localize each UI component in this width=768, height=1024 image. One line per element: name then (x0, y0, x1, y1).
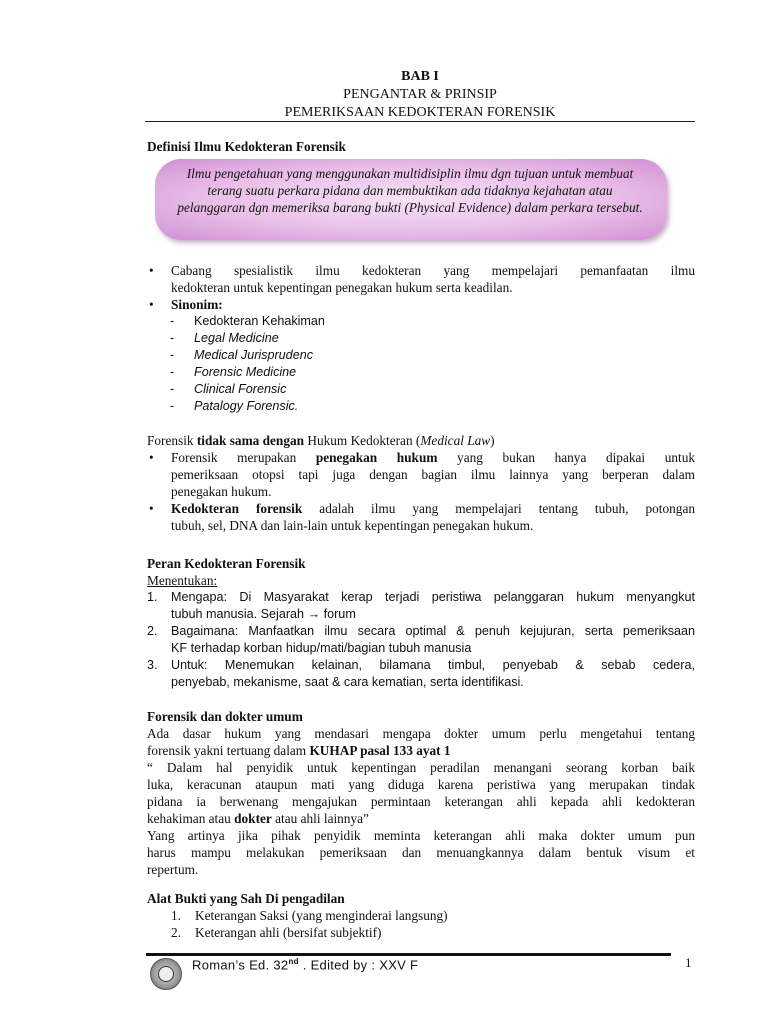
sinonim-text: Forensic Medicine (194, 365, 297, 379)
alat-bukti-section (147, 890, 695, 941)
section-heading-peran: Peran Kedokteran Forensik (147, 556, 306, 571)
numbered-item: 2. Bagaimana: Manfaatkan ilmu secara optimal & penuh kejujuran, serta pemeriksaan KF terhadap korban hidup/mati/bagian tubuh manusia (147, 624, 695, 655)
chapter-number: BAB I (401, 69, 439, 84)
list-item: • Forensik merupakan penegakan hukum yang bukan hanya dipakai untuk pemeriksaan otopsi tapi juga dengan bagian ilmu lainnya yang berperan dalam penegakan hukum. (149, 450, 696, 499)
bullet-icon: • (149, 450, 154, 465)
peran-section (147, 555, 695, 691)
footer-text: Roman’s Ed. 32nd . Edited by : XXV F (192, 957, 419, 973)
chapter-heading: PEMERIKSAAN KEDOKTERAN FORENSIK (284, 105, 556, 120)
sinonim-item: - Kedokteran Kehakiman (170, 314, 325, 328)
list-item (147, 296, 695, 313)
sinonim-item: - Legal Medicine (170, 331, 279, 345)
bullet-icon: • (149, 501, 154, 516)
sinonim-item: - Medical Jurisprudenc (170, 348, 313, 362)
forensik-vs-hukum (147, 432, 695, 534)
section-heading-dokter-umum: Forensik dan dokter umum (147, 709, 303, 724)
sinonim-item: - Forensic Medicine (170, 365, 297, 379)
list-item-text: Cabang spesialistik ilmu kedokteran yang mempelajari pemanfaatan ilmu (171, 263, 695, 278)
dokter-umum-section: Forensik dan dokter umum Ada dasar hukum yang mendasari mengapa dokter umum perlu mengetahui tentang forensik yakni tertuang dalam KUHAP pasal 133 ayat 1 “ Dalam hal penyidik untuk kepentingan peradilan menangani seorang korban baik luka, keracunan ataupun mati yang diduga karena peristiwa yang merupakan tindak pidana ia berwenang mengajukan permintaan keterangan ahli kepada ahli kedokteran kehakiman atau dokter atau ahli lainnya” Yang artinya jika pihak penyidik meminta keterangan ahli maka dokter umum pun harus mampu melakukan pemeriksaan dan menuangkannya dalam bentuk visum et repertum. (147, 709, 695, 877)
list-item (147, 262, 695, 296)
sinonim-text: Patalogy Forensic. (194, 399, 299, 413)
bullet-icon: • (149, 263, 154, 278)
bullet-icon: • (149, 297, 154, 312)
sinonim-item: - Patalogy Forensic. (170, 399, 299, 413)
definition-callout-text: Ilmu pengetahuan yang menggunakan multidisiplin ilmu dgn tujuan untuk membuat terang suatu perkara pidana dan membuktikan ada tidaknya kejahatan atau pelanggaran dgn memeriksa barang bukti (Physical Evidence) dalam perkara tersebut. (177, 166, 643, 215)
page-number: 1 (685, 955, 692, 970)
numbered-item: 2. Keterangan ahli (bersifat subjektif) (171, 925, 382, 940)
peran-subheading: Menentukan: (147, 573, 218, 588)
sinonim-text: Medical Jurisprudenc (194, 348, 313, 362)
sinonim-label: Sinonim: (171, 297, 223, 312)
sinonim-text: Legal Medicine (194, 331, 279, 345)
seal-logo-icon (150, 958, 182, 990)
paragraph: Forensik tidak sama dengan Hukum Kedokteran (Medical Law) (147, 433, 495, 448)
section-heading-alat-bukti: Alat Bukti yang Sah Di pengadilan (147, 891, 345, 906)
title-divider (145, 121, 695, 122)
numbered-item: 1. Keterangan Saksi (yang menginderai langsung) (171, 908, 448, 923)
list-item: • Kedokteran forensik adalah ilmu yang mempelajari tentang tubuh, potongan tubuh, sel, DNA dan lain-lain untuk kepentingan penegakan hukum. (149, 501, 695, 533)
footer-divider (146, 953, 671, 956)
list-item-text: kedokteran untuk kepentingan penegakan hukum serta keadilan. (171, 280, 513, 295)
section-heading-definisi: Definisi Ilmu Kedokteran Forensik (147, 139, 346, 154)
sinonim-text: Kedokteran Kehakiman (194, 314, 325, 328)
definisi-list (147, 262, 695, 415)
chapter-title (145, 68, 695, 122)
numbered-item: 1. Mengapa: Di Masyarakat kerap terjadi peristiwa pelanggaran hukum menyangkut tubuh manusia. Sejarah → forum (147, 590, 695, 621)
sinonim-item: - Clinical Forensic (170, 382, 287, 396)
chapter-subtitle: PENGANTAR & PRINSIP (343, 87, 497, 102)
numbered-item: 3. Untuk: Menemukan kelainan, bilamana timbul, penyebab & sebab cedera, penyebab, mekanisme, saat & cara kematian, serta identifikasi. (147, 658, 695, 689)
sinonim-text: Clinical Forensic (194, 382, 287, 396)
